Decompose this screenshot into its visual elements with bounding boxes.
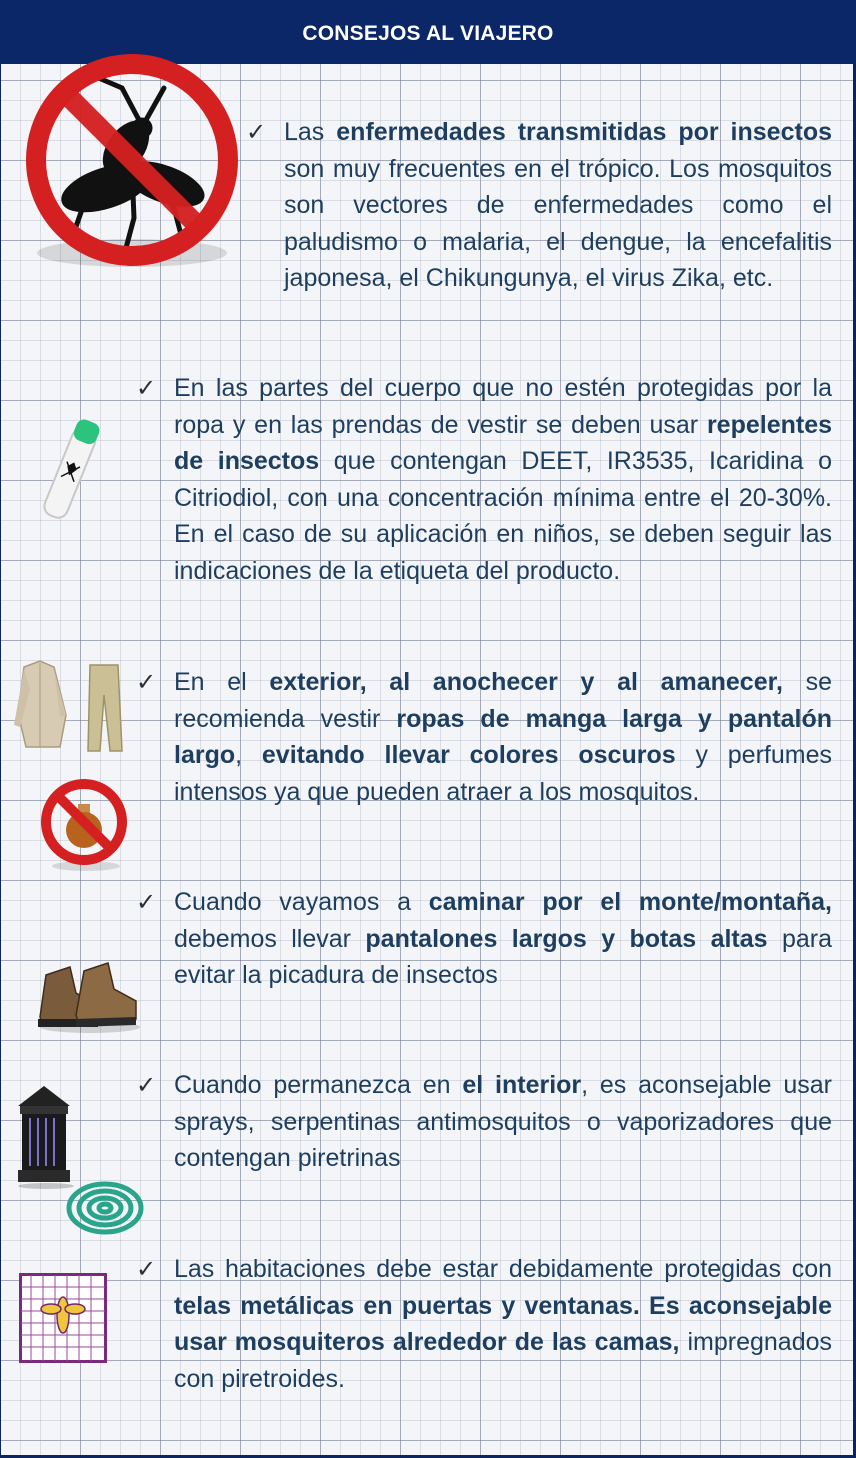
no-mosquito-icon xyxy=(14,48,244,278)
tip-rooms xyxy=(136,1251,832,1397)
repellent-spray-icon xyxy=(36,408,108,528)
tip-text: En el exterior, al anochecer y al amanecer, se recomienda vestir ropas de manga larga y pantalón largo, evitando llevar colores oscuros y perfumes intensos ya que pueden atraer a los mosquitos. xyxy=(174,668,832,806)
bug-zapper-lantern-icon xyxy=(10,1082,78,1190)
check-icon: ✓ xyxy=(136,888,157,916)
tip-text: Las habitaciones debe estar debidamente protegidas con telas metálicas en puertas y ventanas. Es aconsejable usar mosquiteros alrededor de las camas, impregnados con piretroides. xyxy=(174,1255,832,1393)
tip-clothing xyxy=(136,664,832,810)
check-icon: ✓ xyxy=(246,118,267,146)
check-icon: ✓ xyxy=(136,1071,157,1099)
tip-text: En las partes del cuerpo que no estén protegidas por la ropa y en las prendas de vestir se deben usar repelentes de insectos que contengan DEET, IR3535, Icaridina o Citriodiol, con una concentración mínima entre el 20-30%. En el caso de su aplicación en niños, se deben seguir las indicaciones de la etiqueta del producto. xyxy=(174,374,832,585)
tip-text: Cuando permanezca en el interior, es aconsejable usar sprays, serpentinas antimosquitos o vaporizadores que contengan piretrinas xyxy=(174,1071,832,1173)
tip-text: Cuando vayamos a caminar por el monte/montaña, debemos llevar pantalones largos y botas altas para evitar la picadura de insectos xyxy=(174,888,833,990)
no-perfume-icon xyxy=(36,776,132,872)
mosquito-net-icon xyxy=(19,1273,107,1363)
tip-hiking xyxy=(136,884,832,994)
long-clothing-icon xyxy=(10,655,130,755)
tip-text: Las enfermedades transmitidas por insectos son muy frecuentes en el trópico. Los mosquitos son vectores de enfermedades como el paludismo o malaria, el dengue, la encefalitis japonesa, el Chikungunya, el virus Zika, etc. xyxy=(284,118,832,293)
mosquito-coil-icon xyxy=(64,1178,146,1238)
check-icon: ✓ xyxy=(136,374,157,402)
tip-repellents xyxy=(136,370,832,590)
check-icon: ✓ xyxy=(136,1255,157,1283)
tip-indoor xyxy=(136,1067,832,1177)
tip-insect-diseases xyxy=(246,114,832,297)
hiking-boots-icon xyxy=(32,955,142,1035)
check-icon: ✓ xyxy=(136,668,157,696)
page-title: CONSEJOS AL VIAJERO xyxy=(0,0,856,64)
